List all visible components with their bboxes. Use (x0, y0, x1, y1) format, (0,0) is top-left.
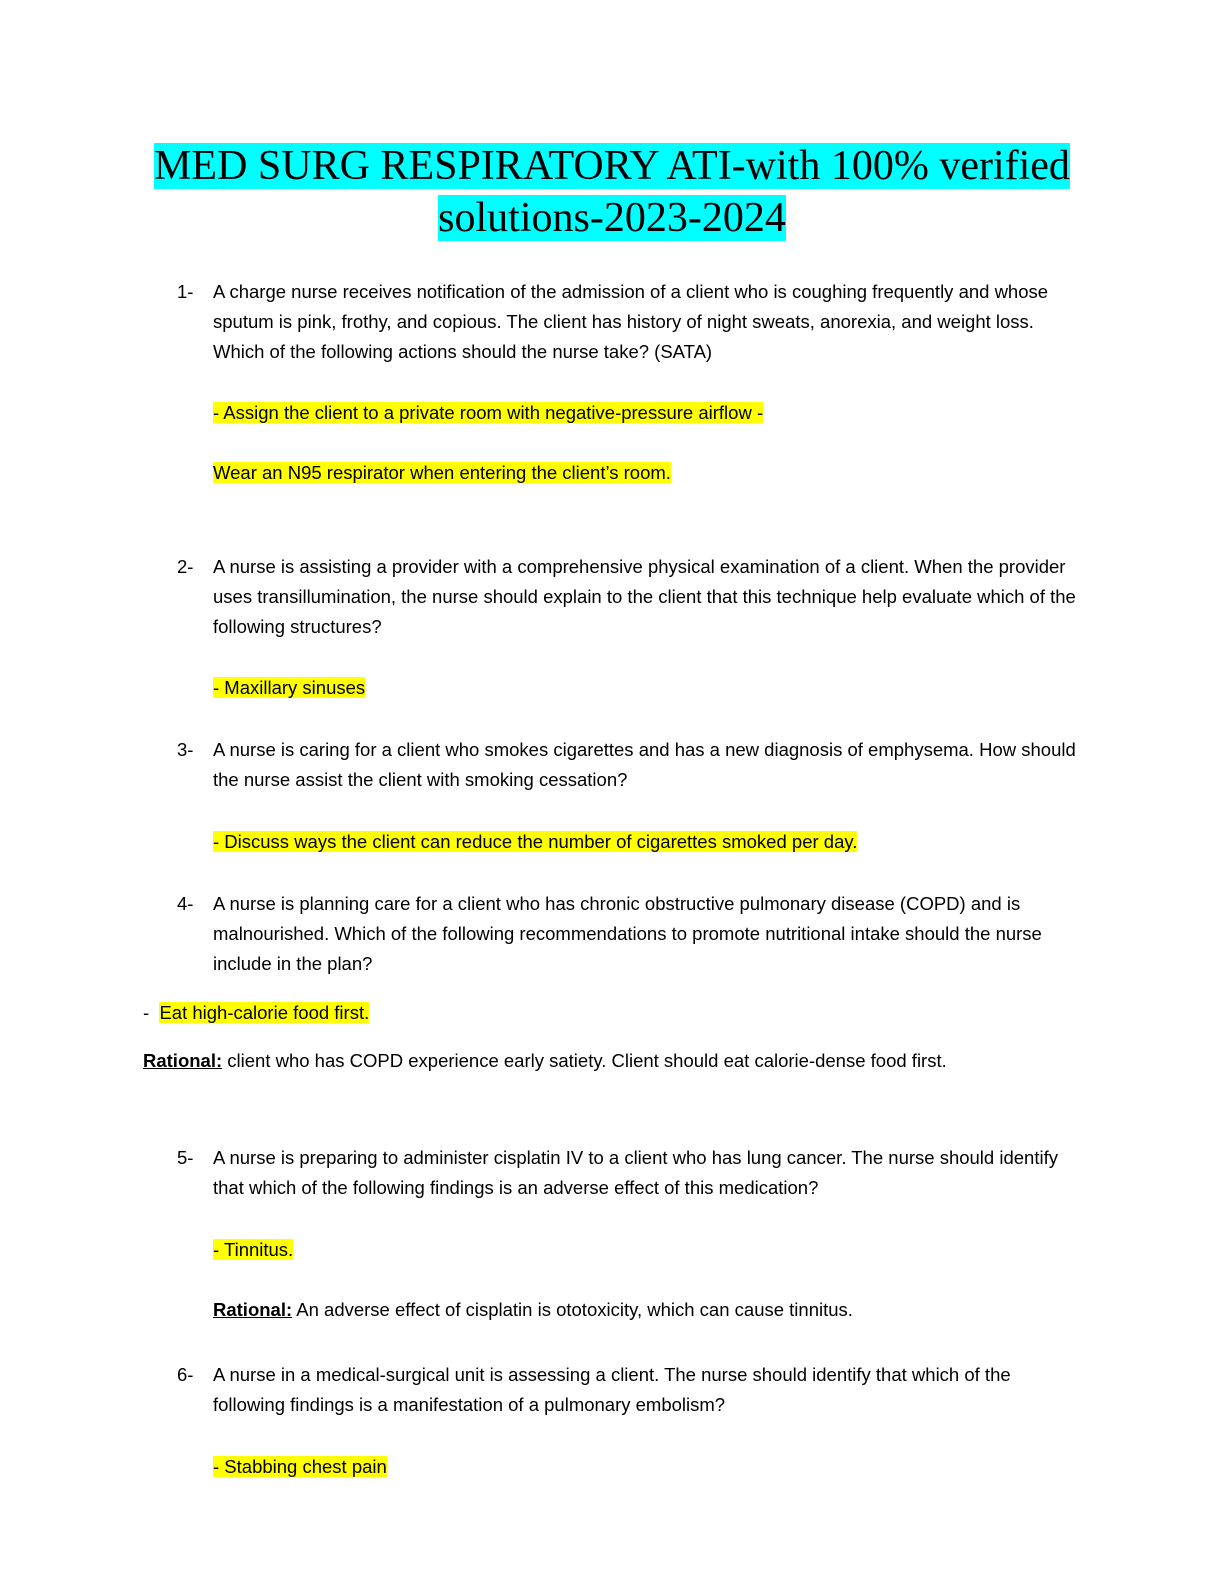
question-5 (177, 1143, 1077, 1203)
question-text: A nurse is planning care for a client who has chronic obstructive pulmonary disease (COPD) and is malnourished. Which of the following recommendations to promote nutritional intake should the nurse include in the plan? (213, 893, 1042, 974)
question-2 (177, 552, 1077, 642)
answer-1a (213, 400, 763, 426)
highlighted-answer: Eat high-calorie food first. (159, 1002, 370, 1023)
question-6 (177, 1360, 1077, 1420)
highlighted-answer: - Discuss ways the client can reduce the number of cigarettes smoked per day. (213, 831, 858, 852)
question-3 (177, 735, 1077, 795)
highlighted-answer: Wear an N95 respirator when entering the client’s room. (213, 462, 671, 483)
answer-4 (143, 1000, 369, 1026)
answer-3 (213, 829, 857, 855)
question-number: 5- (177, 1147, 194, 1168)
answer-5 (213, 1237, 293, 1263)
highlighted-answer: - Stabbing chest pain (213, 1456, 387, 1477)
question-number: 2- (177, 556, 194, 577)
answer-prefix: - (143, 1002, 155, 1023)
question-number: 6- (177, 1364, 194, 1385)
answer-6 (213, 1454, 387, 1480)
question-1 (177, 277, 1077, 367)
highlighted-answer: - Maxillary sinuses (213, 677, 366, 698)
highlighted-answer: - Assign the client to a private room with negative-pressure airflow - (213, 402, 764, 423)
title-line-1: MED SURG RESPIRATORY ATI-with 100% verified (154, 143, 1070, 189)
rationale-label: Rational: (143, 1050, 223, 1071)
answer-2 (213, 675, 365, 701)
rationale-4 (143, 1048, 947, 1074)
rationale-5 (213, 1297, 853, 1323)
question-text: A nurse is caring for a client who smokes cigarettes and has a new diagnosis of emphysema. How should the nurse assist the client with smoking cessation? (213, 739, 1076, 790)
rationale-label: Rational: (213, 1299, 293, 1320)
rationale-text: client who has COPD experience early satiety. Client should eat calorie-dense food first. (222, 1050, 947, 1071)
question-number: 1- (177, 281, 194, 302)
rationale-text: An adverse effect of cisplatin is ototoxicity, which can cause tinnitus. (292, 1299, 853, 1320)
title-line-2: solutions-2023-2024 (438, 195, 786, 241)
document-title (0, 140, 1224, 244)
question-4 (177, 889, 1077, 979)
question-number: 3- (177, 739, 194, 760)
highlighted-answer: - Tinnitus. (213, 1239, 294, 1260)
question-text: A charge nurse receives notification of the admission of a client who is coughing frequently and whose sputum is pink, frothy, and copious. The client has history of night sweats, anorexia, and weight loss. Which of the following actions should the nurse take? (SATA) (213, 281, 1049, 362)
question-text: A nurse in a medical-surgical unit is assessing a client. The nurse should identify that which of the following findings is a manifestation of a pulmonary embolism? (213, 1364, 1011, 1415)
answer-1b (213, 460, 671, 486)
question-text: A nurse is preparing to administer cisplatin IV to a client who has lung cancer. The nurse should identify that which of the following findings is an adverse effect of this medication? (213, 1147, 1058, 1198)
question-number: 4- (177, 893, 194, 914)
question-text: A nurse is assisting a provider with a comprehensive physical examination of a client. When the provider uses transillumination, the nurse should explain to the client that this technique help evaluate which of the following structures? (213, 556, 1076, 637)
